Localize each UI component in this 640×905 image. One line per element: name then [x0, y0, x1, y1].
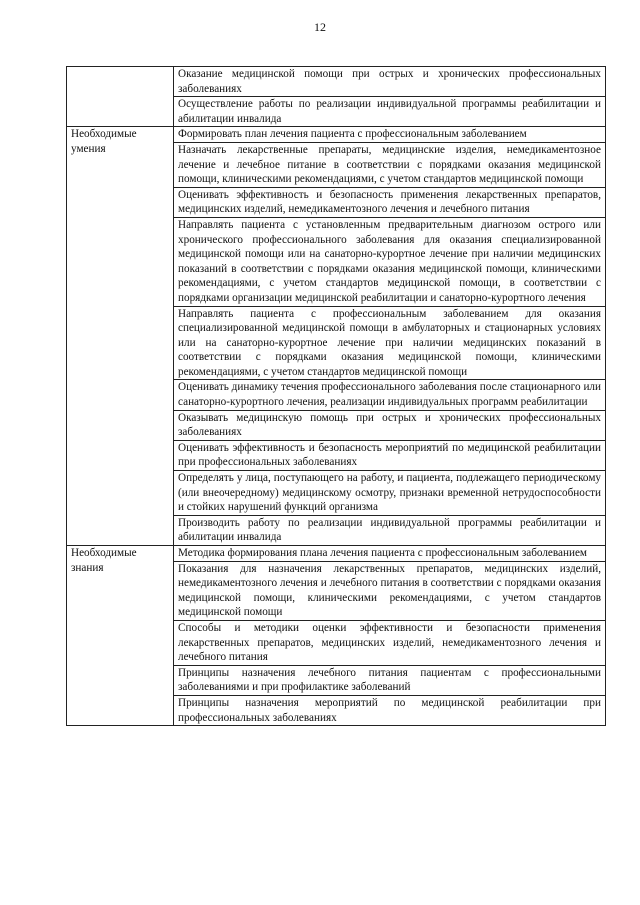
section-label-knowledge: Необходимые знания	[67, 546, 174, 726]
table-cell: Оценивать эффективность и безопасность мероприятий по медицинской реабилитации при профессиональных заболеваниях	[174, 440, 606, 470]
requirements-table	[66, 66, 606, 726]
page-number: 12	[314, 20, 326, 34]
table-row	[67, 546, 606, 562]
table-cell: Принципы назначения мероприятий по медицинской реабилитации при профессиональных заболеваниях	[174, 695, 606, 725]
table-cell: Принципы назначения лечебного питания пациентам с профессиональными заболеваниями и при профилактике заболеваний	[174, 665, 606, 695]
table-cell: Направлять пациента с установленным предварительным диагнозом острого или хронического профессионального заболевания для оказания специализированной медицинской помощи или на санаторно-курортное лечение при наличии медицинских показаний в соответствии с порядками оказания медицинской помощи, клиническими рекомендациями, с учетом стандартов медицинской помощи, в соответствии с порядками организации медицинской реабилитации и санаторно-курортного лечения	[174, 217, 606, 306]
section-label-skills: Необходимые умения	[67, 127, 174, 546]
row-label	[67, 67, 174, 127]
table-cell: Способы и методики оценки эффективности и безопасности применения лекарственных препаратов, медицинских изделий, немедикаментозного лечения и лечебного питания	[174, 620, 606, 665]
table-cell: Производить работу по реализации индивидуальной программы реабилитации и абилитации инвалида	[174, 515, 606, 545]
table-cell: Оказание медицинской помощи при острых и хронических профессиональных заболеваниях	[174, 67, 606, 97]
table-cell: Оценивать эффективность и безопасность применения лекарственных препаратов, медицинских изделий, немедикаментозного лечения и лечебного питания	[174, 187, 606, 217]
table-row	[67, 67, 606, 97]
table-cell: Направлять пациента с профессиональным заболеванием для оказания специализированной медицинской помощи в амбулаторных и стационарных условиях или на санаторно-курортное лечение при наличии медицинских показаний в соответствии с порядками оказания медицинской помощи, клиническими рекомендациями, с учетом стандартов медицинской помощи	[174, 306, 606, 380]
table-cell: Осуществление работы по реализации индивидуальной программы реабилитации и абилитации инвалида	[174, 97, 606, 127]
table-cell: Формировать план лечения пациента с профессиональным заболеванием	[174, 127, 606, 143]
table-cell: Показания для назначения лекарственных препаратов, медицинских изделий, немедикаментозного лечения и лечебного питания в соответствии с порядками оказания медицинской помощи, клиническими рекомендациями, с учетом стандартов медицинской помощи	[174, 561, 606, 620]
table-cell: Оказывать медицинскую помощь при острых и хронических профессиональных заболеваниях	[174, 410, 606, 440]
table-cell: Оценивать динамику течения профессионального заболевания после стационарного или санаторно-курортного лечения, реализации индивидуальных программ реабилитации	[174, 380, 606, 410]
table-cell: Назначать лекарственные препараты, медицинские изделия, немедикаментозное лечение и лечебное питание в соответствии с порядками оказания медицинской помощи, клиническими рекомендациями, с учетом стандартов медицинской помощи	[174, 142, 606, 187]
table-cell: Определять у лица, поступающего на работу, и пациента, подлежащего периодическому (или внеочередному) медицинскому осмотру, признаки временной нетрудоспособности и стойких нарушений функций организма	[174, 471, 606, 516]
table-row	[67, 127, 606, 143]
table-cell: Методика формирования плана лечения пациента с профессиональным заболеванием	[174, 546, 606, 562]
